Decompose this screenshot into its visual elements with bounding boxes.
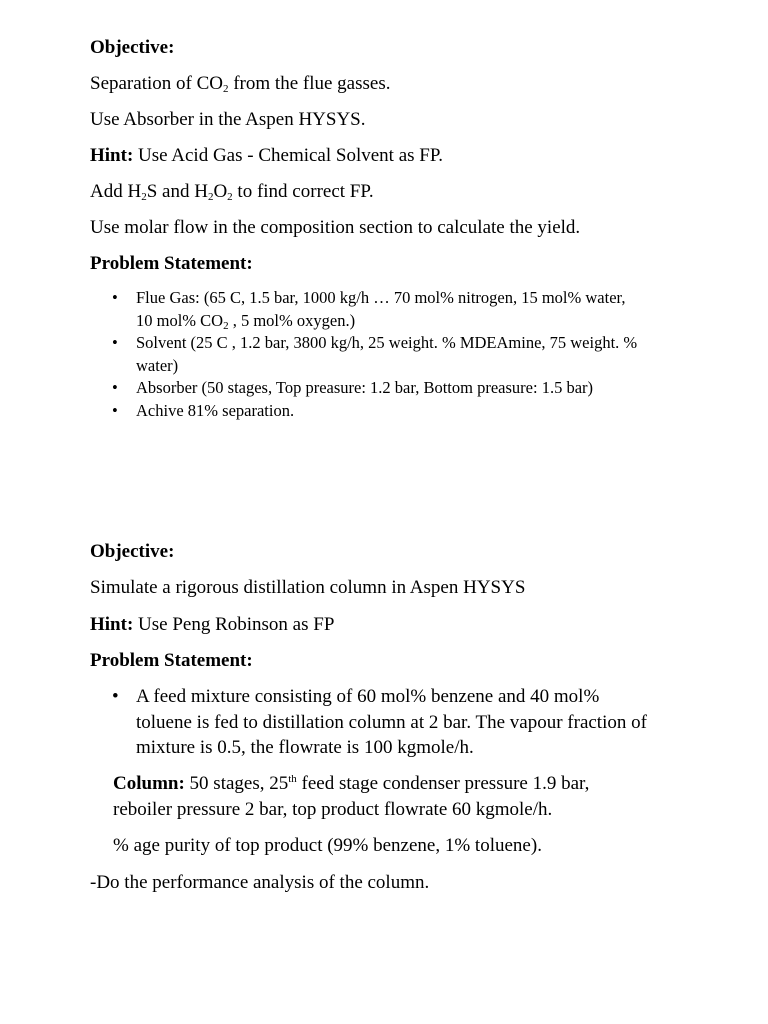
performance-line: -Do the performance analysis of the column. bbox=[90, 872, 430, 893]
problem-list-1 bbox=[90, 287, 637, 422]
list-item-flue-gas: • Flue Gas: (65 C, 1.5 bar, 1000 kg/h … 70 mol% nitrogen, 15 mol% water, 10 mol% $CO_2$ , 5 mol% oxygen.) bbox=[112, 288, 626, 332]
molar-flow-line: Use molar flow in the composition section to calculate the yield. bbox=[90, 217, 581, 238]
objective-heading-1: Objective: bbox=[90, 37, 175, 58]
bullet-icon: • bbox=[112, 400, 118, 420]
separation-line: Separation of $CO_2$ from the flue gasses. bbox=[90, 73, 391, 95]
list-item-absorber: • Absorber (50 stages, Top preasure: 1.2 bar, Bottom preasure: 1.5 bar) bbox=[90, 377, 637, 400]
list-item-solvent: • Solvent (25 C , 1.2 bar, 3800 kg/h, 25 weight. % MDEAmine, 75 weight. % water) bbox=[112, 333, 638, 375]
list-item-feed: • A feed mixture consisting of 60 mol% benzene and 40 mol% toluene is fed to distillation column at 2 bar. The vapour fraction of mixture is 0.5, the flowrate is 100 kgmole/h. bbox=[112, 686, 647, 758]
objective-heading-2: Objective: bbox=[90, 541, 175, 562]
list-item-achive: • Achive 81% separation. bbox=[90, 400, 637, 423]
bullet-icon: • bbox=[112, 288, 118, 307]
bullet-icon: • bbox=[112, 686, 119, 707]
simulate-line: Simulate a rigorous distillation column in Aspen HYSYS bbox=[90, 577, 526, 598]
problem-statement-heading-1: Problem Statement: bbox=[90, 253, 253, 274]
column-line-2: reboiler pressure 2 bar, top product flowrate 60 kgmole/h. bbox=[113, 799, 553, 820]
use-absorber-line: Use Absorber in the Aspen HYSYS. bbox=[90, 109, 366, 130]
add-h2s-line: Add $H_2S$ and $H_2O_2$ to find correct FP. bbox=[90, 181, 374, 203]
purity-line: % age purity of top product (99% benzene, 1% toluene). bbox=[113, 835, 542, 856]
hint-line-1: Hint: Use Acid Gas - Chemical Solvent as FP. bbox=[90, 145, 444, 166]
problem-statement-heading-2: Problem Statement: bbox=[90, 650, 253, 671]
column-line-1: Column: 50 stages, 25th feed stage condenser pressure 1.9 bar, bbox=[113, 773, 590, 794]
bullet-icon: • bbox=[112, 333, 118, 352]
hint-line-2: Hint: Use Peng Robinson as FP bbox=[90, 614, 335, 635]
bullet-icon: • bbox=[112, 378, 118, 397]
problem-list-2 bbox=[90, 684, 647, 761]
